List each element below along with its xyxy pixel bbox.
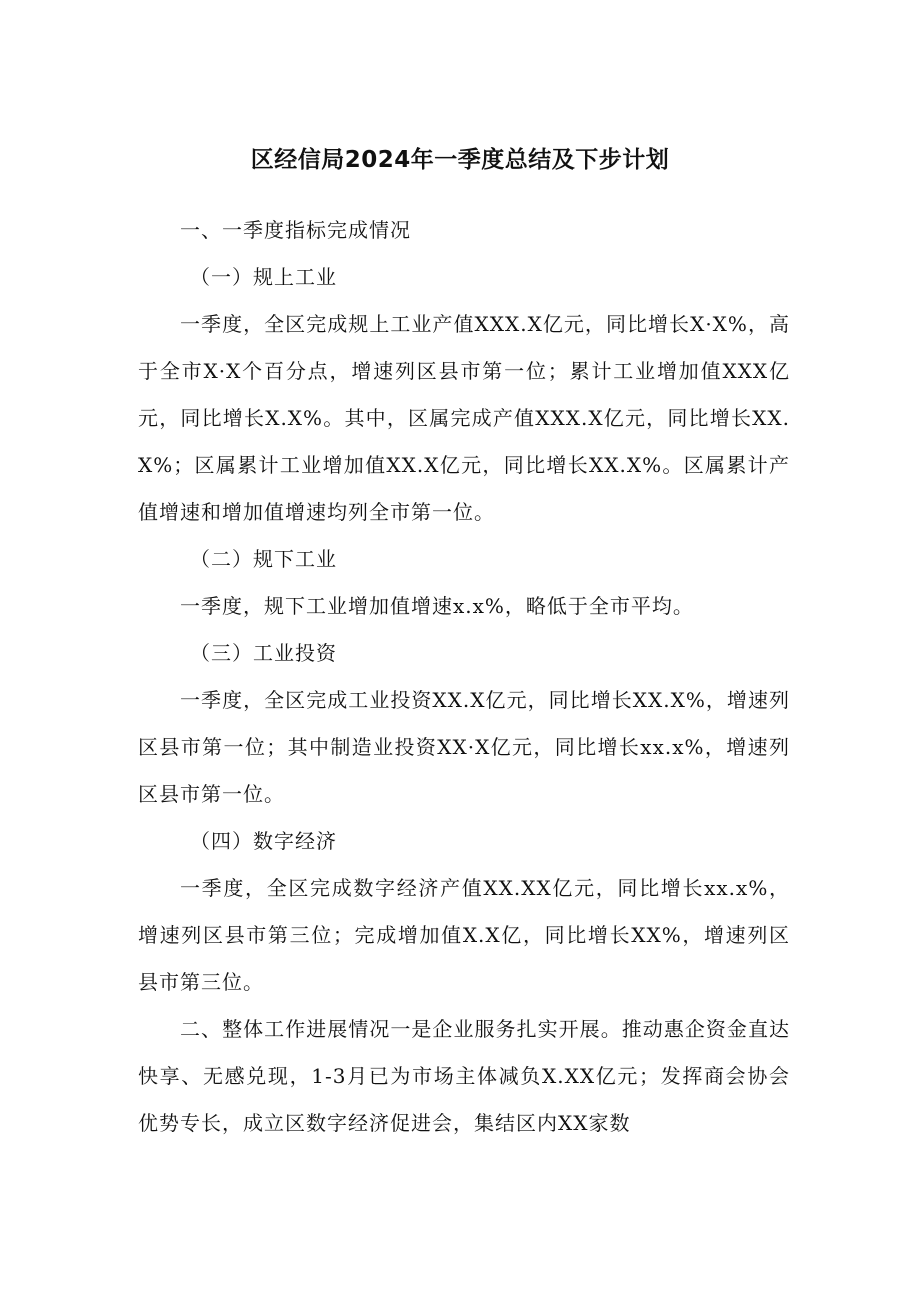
subsection-heading-4: （四）数字经济 (190, 829, 337, 853)
paragraph-overall-progress: 二、整体工作进展情况一是企业服务扎实开展。推动惠企资金直达快享、无感兑现，1-3月已为市场主体减负X.XX亿元；发挥商会协会优势专长，成立区数字经济促进会，集结区内XX家数 (138, 1017, 790, 1135)
subsection-heading-1: （一）规上工业 (190, 265, 337, 289)
paragraph-industrial-investment: 一季度，全区完成工业投资XX.X亿元，同比增长XX.X%，增速列区县市第一位；其中制造业投资XX·X亿元，同比增长xx.x%，增速列区县市第一位。 (138, 688, 790, 806)
subsection-heading-2: （二）规下工业 (190, 547, 337, 571)
document-title: 区经信局2024年一季度总结及下步计划 (250, 147, 670, 173)
section-heading-1: 一、一季度指标完成情况 (180, 218, 411, 242)
document-body (138, 207, 790, 1147)
paragraph-industry-above-scale: 一季度，全区完成规上工业产值XXX.X亿元，同比增长X·X%，高于全市X·X个百分点，增速列区县市第一位；累计工业增加值XXX亿元，同比增长X.X%。其中，区属完成产值XXX.X亿元，同比增长XX.X%；区属累计工业增加值XX.X亿元，同比增长XX.X%。区属累计产值增速和增加值增速均列全市第一位。 (138, 312, 790, 524)
paragraph-digital-economy: 一季度，全区完成数字经济产值XX.XX亿元，同比增长xx.x%，增速列区县市第三位；完成增加值X.X亿，同比增长XX%，增速列区县市第三位。 (138, 876, 790, 994)
paragraph-industry-below-scale: 一季度，规下工业增加值增速x.x%，略低于全市平均。 (180, 594, 694, 618)
subsection-heading-3: （三）工业投资 (190, 641, 337, 665)
